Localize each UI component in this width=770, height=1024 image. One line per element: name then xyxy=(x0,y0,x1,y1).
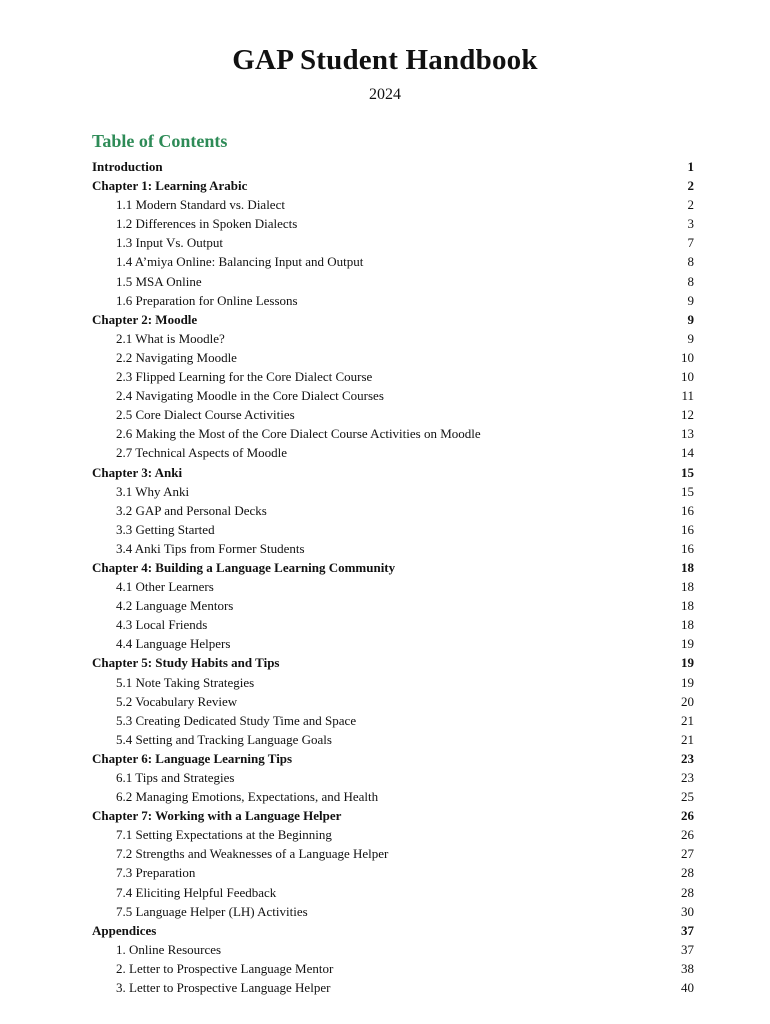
toc-entry-page-number: 28 xyxy=(681,884,694,900)
table-of-contents xyxy=(92,157,694,997)
toc-entry-label: 3. Letter to Prospective Language Helper xyxy=(116,980,331,996)
toc-section-entry[interactable] xyxy=(92,405,694,424)
toc-section-entry[interactable] xyxy=(92,959,694,978)
toc-chapter-entry[interactable] xyxy=(92,463,694,482)
toc-entry-label: 1.1 Modern Standard vs. Dialect xyxy=(116,197,285,213)
toc-entry-label: 4.3 Local Friends xyxy=(116,617,208,633)
toc-entry-page-number: 7 xyxy=(687,235,694,251)
toc-section-entry[interactable] xyxy=(92,272,694,291)
toc-entry-page-number: 10 xyxy=(681,349,694,365)
toc-entry-page-number: 12 xyxy=(681,407,694,423)
toc-entry-page-number: 21 xyxy=(681,712,694,728)
toc-section-entry[interactable] xyxy=(92,424,694,443)
toc-chapter-entry[interactable] xyxy=(92,176,694,195)
toc-entry-label: 7.2 Strengths and Weaknesses of a Language Helper xyxy=(116,846,389,862)
toc-entry-page-number: 23 xyxy=(681,770,694,785)
toc-entry-page-number: 26 xyxy=(681,808,694,824)
toc-section-entry[interactable] xyxy=(92,711,694,730)
toc-entry-label: 2.6 Making the Most of the Core Dialect Course Activities on Moodle xyxy=(116,426,481,442)
toc-entry-label: 1.6 Preparation for Online Lessons xyxy=(116,292,298,308)
toc-entry-page-number: 15 xyxy=(681,464,694,480)
toc-entry-page-number: 16 xyxy=(681,502,694,518)
toc-section-entry[interactable] xyxy=(92,195,694,214)
toc-entry-page-number: 37 xyxy=(681,922,694,938)
toc-entry-label: 1.2 Differences in Spoken Dialects xyxy=(116,216,298,232)
toc-section-entry[interactable] xyxy=(92,844,694,863)
toc-section-entry[interactable] xyxy=(92,673,694,692)
toc-entry-label: 2. Letter to Prospective Language Mentor xyxy=(116,960,334,976)
toc-entry-label: 1. Online Resources xyxy=(116,941,222,957)
toc-entry-label: 7.5 Language Helper (LH) Activities xyxy=(116,903,308,919)
toc-section-entry[interactable] xyxy=(92,443,694,462)
toc-entry-label: 2.5 Core Dialect Course Activities xyxy=(116,407,295,423)
toc-entry-label: 2.2 Navigating Moodle xyxy=(116,349,237,365)
toc-entry-label: 1.4 A’miya Online: Balancing Input and Output xyxy=(116,254,364,270)
toc-entry-page-number: 20 xyxy=(681,693,694,709)
toc-entry-page-number: 40 xyxy=(681,980,694,996)
toc-entry-page-number: 30 xyxy=(681,903,694,919)
toc-entry-page-number: 18 xyxy=(681,559,694,575)
toc-section-entry[interactable] xyxy=(92,787,694,806)
toc-entry-label: 1.3 Input Vs. Output xyxy=(116,235,224,251)
toc-entry-page-number: 8 xyxy=(687,273,694,289)
toc-entry-page-number: 19 xyxy=(681,674,694,690)
toc-entry-label: Chapter 1: Learning Arabic xyxy=(92,178,248,194)
toc-chapter-entry[interactable] xyxy=(92,921,694,940)
toc-section-entry[interactable] xyxy=(92,329,694,348)
toc-entry-label: Chapter 7: Working with a Language Helper xyxy=(92,808,342,824)
toc-entry-label: Chapter 6: Language Learning Tips xyxy=(92,750,293,766)
toc-entry-page-number: 19 xyxy=(681,636,694,652)
toc-entry-page-number: 18 xyxy=(681,617,694,633)
toc-entry-label: 3.1 Why Anki xyxy=(116,483,190,499)
toc-section-entry[interactable] xyxy=(92,252,694,271)
toc-entry-page-number: 38 xyxy=(681,960,694,976)
toc-section-entry[interactable] xyxy=(92,367,694,386)
toc-entry-page-number: 10 xyxy=(681,369,694,385)
toc-entry-page-number: 14 xyxy=(681,445,694,461)
toc-entry-label: 7.3 Preparation xyxy=(116,865,196,881)
toc-entry-page-number: 21 xyxy=(681,731,694,747)
toc-entry-page-number: 9 xyxy=(687,311,694,327)
toc-section-entry[interactable] xyxy=(92,730,694,749)
toc-section-entry[interactable] xyxy=(92,596,694,615)
toc-entry-label: Introduction xyxy=(92,159,163,174)
document-year: 2024 xyxy=(369,86,401,103)
toc-entry-page-number: 37 xyxy=(681,941,694,957)
toc-entry-page-number: 2 xyxy=(687,178,694,194)
toc-section-entry[interactable] xyxy=(92,291,694,310)
toc-entry-label: 4.4 Language Helpers xyxy=(116,636,231,652)
toc-chapter-entry[interactable] xyxy=(92,558,694,577)
toc-entry-label: 2.1 What is Moodle? xyxy=(116,330,225,346)
toc-entry-page-number: 27 xyxy=(681,846,694,862)
toc-section-entry[interactable] xyxy=(92,940,694,959)
toc-entry-page-number: 8 xyxy=(687,254,694,270)
toc-entry-label: Chapter 2: Moodle xyxy=(92,311,198,327)
toc-entry-page-number: 2 xyxy=(687,197,694,213)
toc-entry-label: Chapter 4: Building a Language Learning Community xyxy=(92,559,396,575)
toc-entry-page-number: 9 xyxy=(687,292,694,308)
toc-entry-page-number: 11 xyxy=(681,388,694,404)
toc-entry-label: 6.1 Tips and Strategies xyxy=(116,770,235,785)
toc-chapter-entry[interactable] xyxy=(92,806,694,825)
toc-entry-page-number: 13 xyxy=(681,426,694,442)
toc-entry-label: Chapter 3: Anki xyxy=(92,464,183,480)
toc-entry-label: Chapter 5: Study Habits and Tips xyxy=(92,655,280,671)
document-title: GAP Student Handbook xyxy=(232,44,538,76)
toc-section-entry[interactable] xyxy=(92,634,694,653)
toc-entry-page-number: 15 xyxy=(681,483,694,499)
toc-entry-page-number: 28 xyxy=(681,865,694,881)
toc-entry-page-number: 25 xyxy=(681,789,694,805)
toc-entry-page-number: 19 xyxy=(681,655,694,671)
toc-section-entry[interactable] xyxy=(92,482,694,501)
toc-section-entry[interactable] xyxy=(92,978,694,997)
toc-entry-page-number: 16 xyxy=(681,521,694,537)
toc-chapter-entry[interactable] xyxy=(92,157,694,176)
toc-entry-label: 3.3 Getting Started xyxy=(116,521,215,537)
toc-entry-page-number: 1 xyxy=(687,159,694,174)
toc-section-entry[interactable] xyxy=(92,520,694,539)
toc-entry-page-number: 3 xyxy=(687,216,694,232)
toc-chapter-entry[interactable] xyxy=(92,653,694,672)
toc-section-entry[interactable] xyxy=(92,214,694,233)
toc-section-entry[interactable] xyxy=(92,883,694,902)
toc-section-entry[interactable] xyxy=(92,348,694,367)
toc-section-entry[interactable] xyxy=(92,863,694,882)
toc-entry-label: 6.2 Managing Emotions, Expectations, and Health xyxy=(116,789,379,805)
toc-entry-label: 5.1 Note Taking Strategies xyxy=(116,674,255,690)
toc-entry-label: 2.4 Navigating Moodle in the Core Dialect Courses xyxy=(116,388,384,404)
toc-entry-label: 4.1 Other Learners xyxy=(116,579,214,595)
toc-entry-page-number: 18 xyxy=(681,579,694,595)
toc-heading: Table of Contents xyxy=(92,131,228,151)
toc-entry-label: 2.3 Flipped Learning for the Core Dialect Course xyxy=(116,369,373,385)
toc-entry-page-number: 16 xyxy=(681,540,694,556)
toc-entry-label: 3.4 Anki Tips from Former Students xyxy=(116,540,305,556)
toc-section-entry[interactable] xyxy=(92,577,694,596)
toc-section-entry[interactable] xyxy=(92,692,694,711)
toc-entry-label: 7.4 Eliciting Helpful Feedback xyxy=(116,884,277,900)
toc-entry-label: 5.4 Setting and Tracking Language Goals xyxy=(116,731,332,747)
toc-entry-label: 3.2 GAP and Personal Decks xyxy=(116,502,267,518)
toc-section-entry[interactable] xyxy=(92,902,694,921)
toc-section-entry[interactable] xyxy=(92,501,694,520)
toc-entry-page-number: 23 xyxy=(681,750,694,766)
toc-section-entry[interactable] xyxy=(92,825,694,844)
toc-section-entry[interactable] xyxy=(92,233,694,252)
toc-entry-label: 5.2 Vocabulary Review xyxy=(116,693,238,709)
toc-entry-label: 7.1 Setting Expectations at the Beginning xyxy=(116,827,332,843)
toc-entry-page-number: 26 xyxy=(681,827,694,843)
toc-section-entry[interactable] xyxy=(92,539,694,558)
toc-entry-label: Appendices xyxy=(92,922,157,938)
toc-entry-label: 2.7 Technical Aspects of Moodle xyxy=(116,445,288,461)
toc-chapter-entry[interactable] xyxy=(92,310,694,329)
toc-chapter-entry[interactable] xyxy=(92,749,694,768)
toc-section-entry[interactable] xyxy=(92,615,694,634)
toc-entry-label: 4.2 Language Mentors xyxy=(116,598,234,614)
toc-section-entry[interactable] xyxy=(92,386,694,405)
toc-entry-label: 1.5 MSA Online xyxy=(116,273,202,289)
toc-entry-page-number: 9 xyxy=(687,330,694,346)
toc-entry-page-number: 18 xyxy=(681,598,694,614)
toc-entry-label: 5.3 Creating Dedicated Study Time and Space xyxy=(116,712,357,728)
toc-section-entry[interactable] xyxy=(92,768,694,787)
